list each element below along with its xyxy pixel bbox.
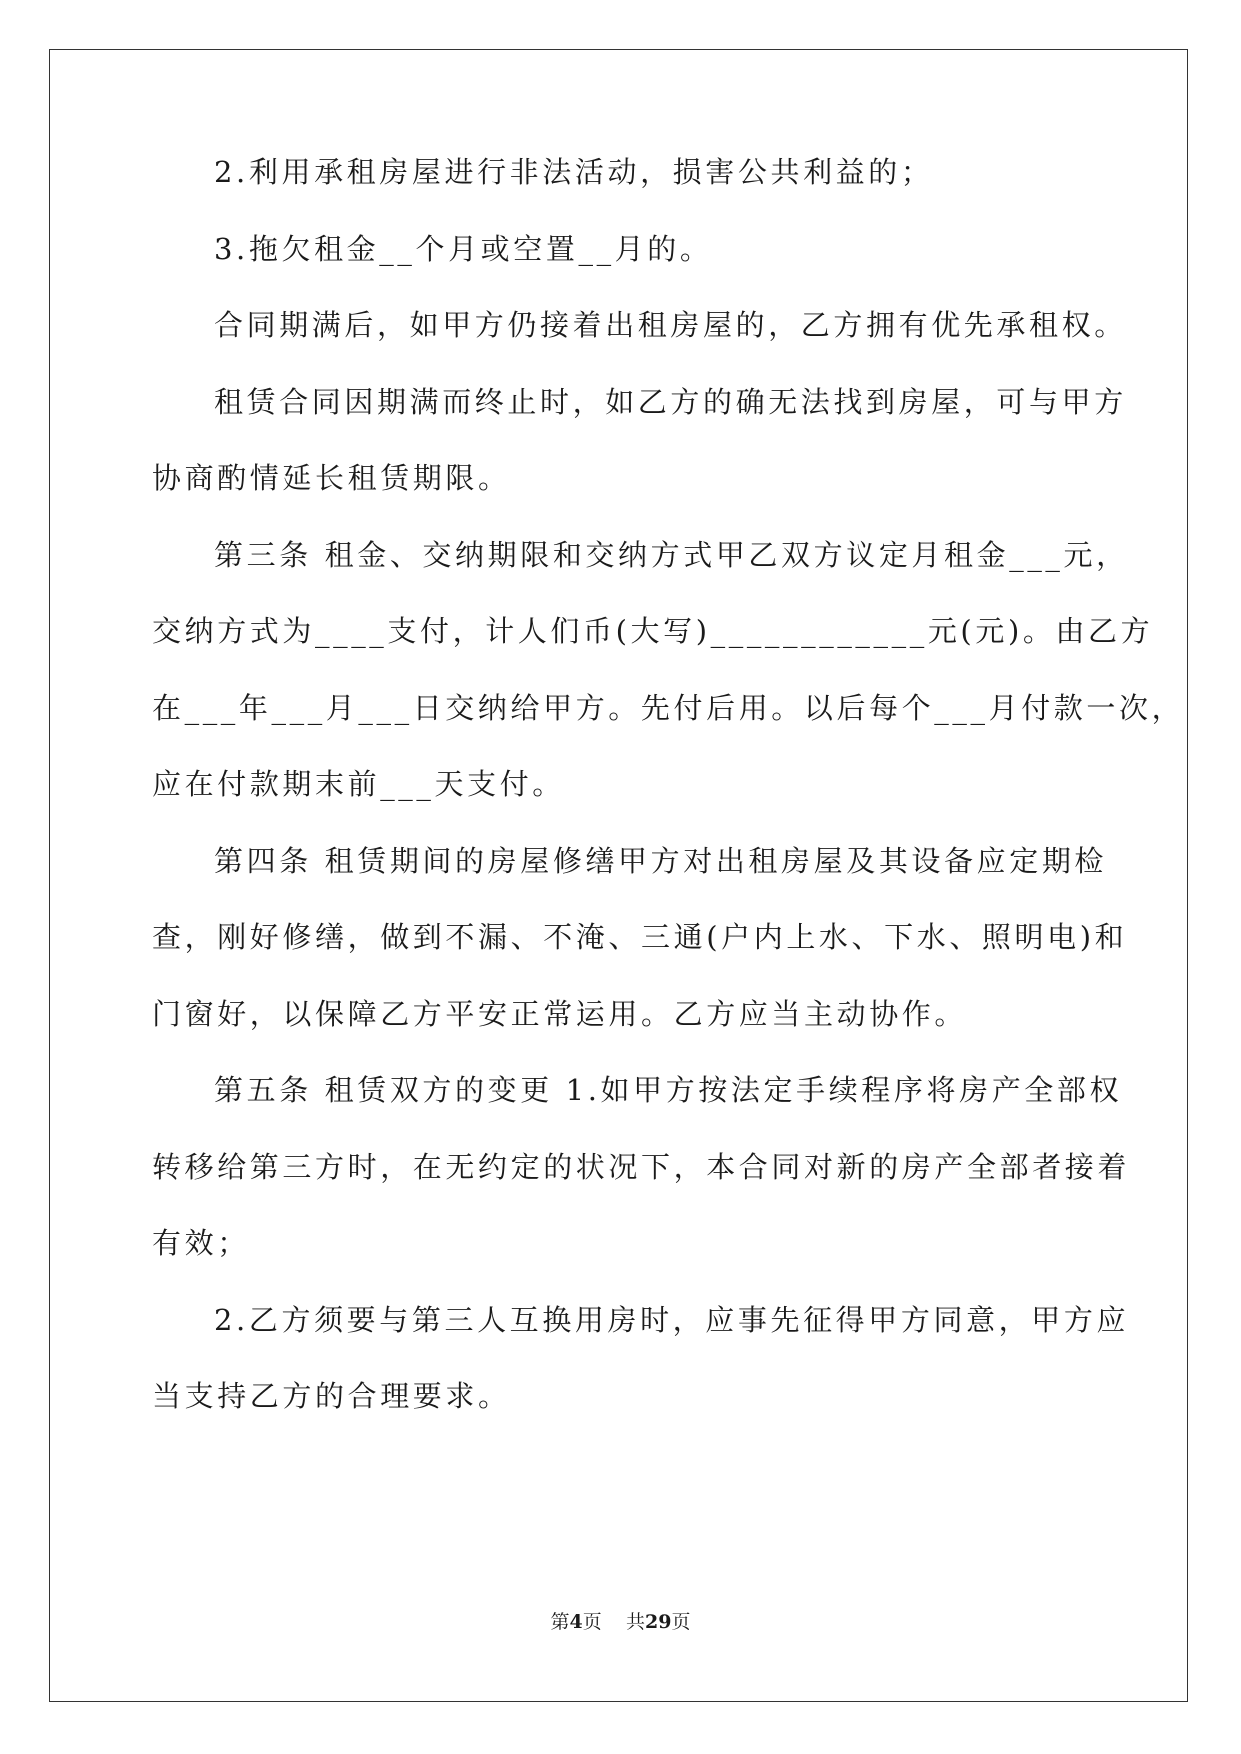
text-line: 合同期满后，如甲方仍接着出租房屋的，乙方拥有优先承租权。 (214, 308, 1127, 342)
text-line: 应在付款期末前___天支付。 (152, 767, 565, 801)
text-line: 协商酌情延长租赁期限。 (152, 461, 511, 495)
text-line: 查，刚好修缮，做到不漏、不淹、三通(户内上水、下水、照明电)和 (152, 920, 1128, 954)
text-line: 第三条 租金、交纳期限和交纳方式甲乙双方议定月租金___元， (214, 538, 1129, 572)
text-line: 租赁合同因期满而终止时，如乙方的确无法找到房屋，可与甲方 (214, 385, 1127, 419)
text-line: 门窗好，以保障乙方平安正常运用。乙方应当主动协作。 (152, 997, 968, 1031)
text-line: 第四条 租赁期间的房屋修缮甲方对出租房屋及其设备应定期检 (214, 844, 1108, 878)
text-line: 2.利用承租房屋进行非法活动，损害公共利益的； (214, 155, 934, 189)
text-line: 转移给第三方时，在无约定的状况下，本合同对新的房产全部者接着 (152, 1150, 1131, 1184)
text-line: 交纳方式为____支付，计人们币(大写)____________元(元)。由乙方 (152, 614, 1154, 648)
total-suffix: 页 (671, 1611, 691, 1633)
page-number: 4 (569, 1611, 583, 1633)
text-line: 3.拖欠租金__个月或空置__月的。 (214, 232, 713, 266)
page-suffix: 页 (582, 1611, 602, 1633)
total-prefix: 共 (625, 1611, 645, 1633)
text-line: 当支持乙方的合理要求。 (152, 1379, 511, 1413)
total-pages: 29 (644, 1611, 672, 1633)
text-line: 在___年___月___日交纳给甲方。先付后用。以后每个___月付款一次， (152, 691, 1185, 725)
text-line: 有效； (152, 1226, 250, 1260)
page-footer (0, 1610, 1241, 1634)
page-prefix: 第 (550, 1611, 570, 1633)
text-line: 2.乙方须要与第三人互换用房时，应事先征得甲方同意，甲方应 (214, 1303, 1130, 1337)
text-line: 第五条 租赁双方的变更 1.如甲方按法定手续程序将房产全部权 (214, 1073, 1123, 1107)
